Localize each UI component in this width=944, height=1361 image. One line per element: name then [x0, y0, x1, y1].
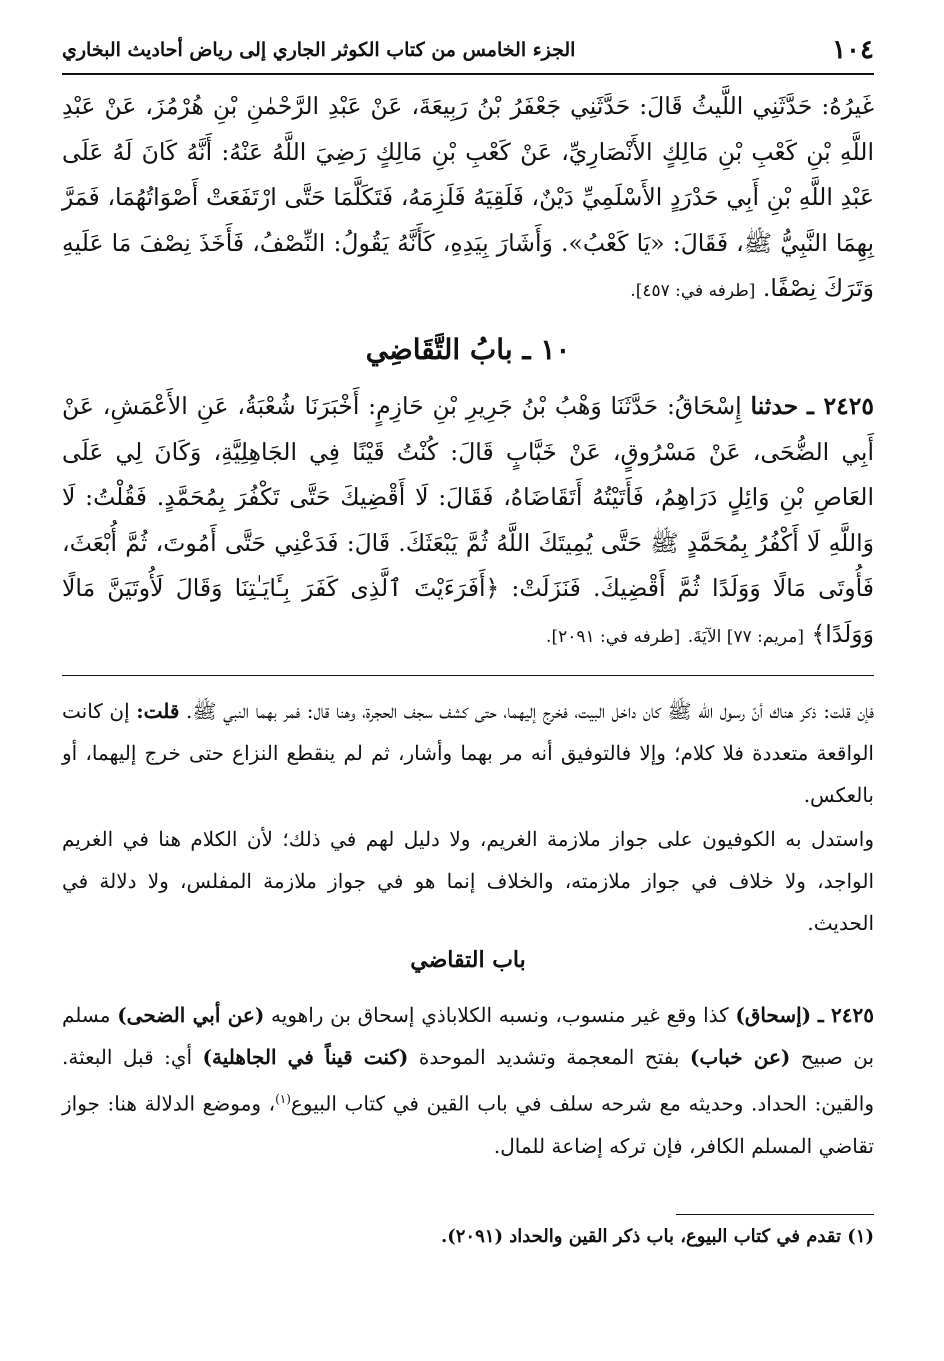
hadith-previous-ref: [طرفه في: ٤٥٧].: [630, 281, 756, 301]
page-number: ١٠٤: [832, 35, 874, 65]
narrator-label: حدثنا: [750, 392, 799, 420]
footnote-number: (١): [847, 1226, 874, 1247]
footnote: [62, 1222, 874, 1252]
commentary-heading: باب التقاضي: [410, 947, 526, 973]
hadith-number: ٢٤٢٥ ـ: [807, 392, 874, 420]
footnote-text: تقدم في كتاب البيوع، باب ذكر القين والحداد (٢٠٩١).: [440, 1226, 841, 1247]
quran-ref: [مريم: ٧٧] الآيَةَ.: [687, 626, 805, 647]
hadith-2425: [62, 384, 874, 660]
hadith-ref: [طرفه في: ٢٠٩١].: [546, 626, 681, 647]
chapter-heading: ١٠ ـ بابُ التَّقَاضِي: [365, 333, 571, 366]
commentary-term: (كنت قيناً في الجاهلية): [202, 1045, 409, 1069]
commentary-answer: إن كانت الواقعة متعددة فلا كلام؛ وإلا فالتوفيق أنه مر بهما وأشار، ثم لم ينقطع النزاع حتى خرج إليهما، أو بالعكس.: [62, 699, 874, 807]
commentary-paragraph-3: [62, 994, 874, 1167]
book-title: الجزء الخامس من كتاب الكوثر الجاري إلى رياض أحاديث البخاري: [62, 39, 576, 61]
commentary-text: ، وموضع الدلالة هنا: جواز تقاضي المسلم الكافر، فإن تركه إضاعة للمال.: [62, 1091, 874, 1158]
footnote-marker[interactable]: (١): [275, 1092, 291, 1106]
hadith-previous-body: غَيرُهُ: حَدَّثَنِي اللَّيثُ قَالَ: حَدَّثَنِي جَعْفَرُ بْنُ رَبِيعَةَ، عَنْ عَبْدِ الرَّحْمٰنِ بْنِ هُرْمُزَ، عَنْ عَبْدِ اللَّهِ بْنِ كَعْبِ بْنِ مَالِكٍ الأَنْصَارِيِّ، عَنْ كَعْبِ بْنِ مَالِكٍ رَضِيَ اللَّهُ عَنْهُ: أَنَّهُ كَانَ لَهُ عَلَى عَبْدِ اللَّهِ بْنِ أَبِي حَدْرَدٍ الأَسْلَمِيِّ دَيْنٌ، فَلَقِيَهُ فَلَزِمَهُ، فَتَكَلَّمَا حَتَّى ارْتَفَعَتْ أَصْوَاتُهُمَا، فَمَرَّ بِهِمَا النَّبِيُّ ﷺ، فَقَالَ: «يَا كَعْبُ». وَأَشَارَ بِيَدِهِ، كَأَنَّهُ يَقُولُ: النِّصْفُ، فَأَخَذَ نِصْفَ مَا عَلَيهِ وَتَرَكَ نِصْفًا.: [62, 92, 874, 302]
footnote-rule: [676, 1214, 874, 1215]
commentary-paragraph-1: [62, 690, 874, 816]
commentary-term: (عن خباب): [689, 1045, 791, 1069]
commentary-text: مسلم بن صبيح: [62, 1003, 875, 1069]
commentary-text: كذا وقع غير منسوب، ونسبه الكلاباذي إسحاق بن راهويه: [271, 1003, 729, 1027]
commentary-question: فإن قلت: ذكر هناك أنّ رسول الله ﷺ كان داخل البيت، فخرج إليهما، حتى كشف سجف الحجرة، وهنا قال: فمر بهما النبي ﷺ.: [186, 699, 875, 723]
commentary-term: (إسحاق): [735, 1003, 812, 1027]
quran-verse: ﴿أَفَرَءَيْتَ ٱلَّذِى كَفَرَ بِـَٔايَـٰتِنَا وَقَالَ لَأُوتَيَنَّ مَالًا وَوَلَدًا﴾: [62, 574, 874, 648]
commentary-divider: [62, 675, 874, 676]
commentary-paragraph-2: واستدل به الكوفيون على جواز ملازمة الغريم، ولا دليل لهم في ذلك؛ لأن الكلام هنا في الغريم الواجد، ولا خلاف في جواز ملازمته، والخلاف إنما هو في جواز ملازمة المفلس، ولا دلالة في الحديث.: [62, 827, 874, 935]
commentary-hadith-number: ٢٤٢٥ ـ: [817, 1003, 874, 1027]
commentary-text: أي: قبل البعثة. والقين: الحداد. وحديثه مع شرحه سلف في باب القين في كتاب البيوع: [62, 1045, 874, 1116]
hadith-body: إِسْحَاقُ: حَدَّثَنَا وَهْبُ بْنُ جَرِيرِ بْنِ حَازِمٍ: أَخْبَرَنَا شُعْبَةُ، عَنِ الأَعْمَشِ، عَنْ أَبِي الضُّحَى، عَنْ مَسْرُوقٍ، عَنْ خَبَّابٍ قَالَ: كُنْتُ قَيْنًا فِي الجَاهِلِيَّةِ، وَكَانَ لِي عَلَى العَاصِ بْنِ وَائِلٍ دَرَاهِمُ، فَأَتَيْتُهُ أَتَقَاضَاهُ، فَقَالَ: لَا أَقْضِيكَ حَتَّى تَكْفُرَ بِمُحَمَّدٍ. فَقُلْتُ: لَا وَاللَّهِ لَا أَكْفُرُ بِمُحَمَّدٍ ﷺ حَتَّى يُمِيتَكَ اللَّهُ ثُمَّ يَبْعَثَكَ. قَالَ: فَدَعْنِي حَتَّى أَمُوتَ، ثُمَّ أُبْعَثَ، فَأُوتَى مَالًا وَوَلَدًا ثُمَّ أَقْضِيكَ. فَنَزَلَتْ:: [62, 392, 874, 602]
running-head: [62, 28, 874, 72]
header-rule: [62, 73, 874, 75]
commentary-text: بفتح المعجمة وتشديد الموحدة: [418, 1045, 680, 1069]
commentary-term: (عن أبي الضحى): [117, 1003, 265, 1027]
hadith-previous-text: [62, 84, 874, 315]
commentary-answer-label: قلت:: [136, 699, 180, 723]
